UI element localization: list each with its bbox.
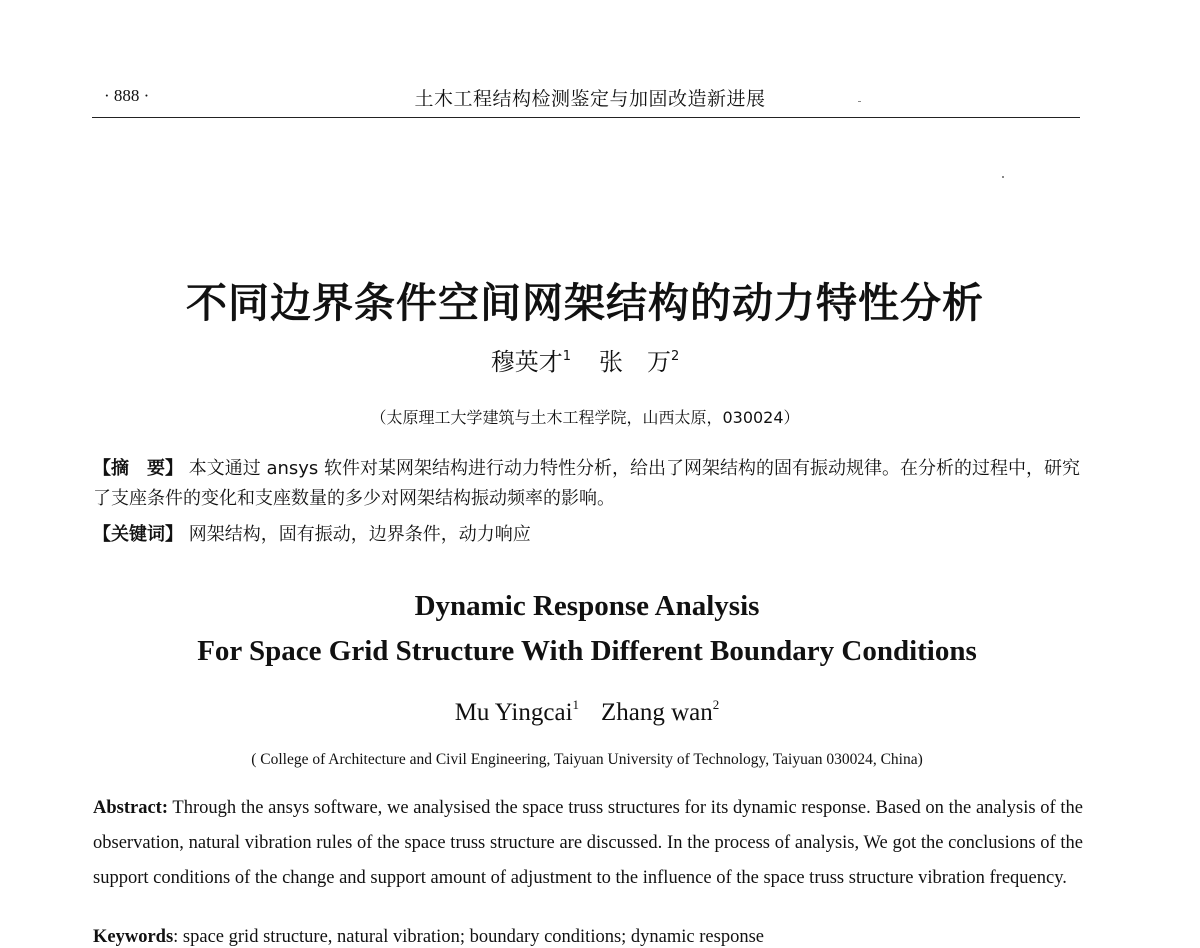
keywords-en-label: Keywords — [93, 927, 174, 947]
abstract-en-text: Through the ansys software, we analysised the space truss structures for its dynamic response. Based on the analysis of the observation, natural vibration rules of the space truss structure are discussed. In the process of analysis, We got the conclusions of the support conditions of the change and support amount of adjustment to the influence of the space truss structure vibration frequency. — [93, 798, 1083, 888]
page-number: · 888 · — [104, 86, 150, 105]
author-cn-2: 张 万 — [599, 348, 671, 376]
author-cn-1-sup: 1 — [562, 349, 571, 364]
author-en-1-sup: 1 — [572, 697, 580, 712]
paper-title-en-line2: For Space Grid Structure With Different Boundary Conditions — [197, 635, 977, 667]
abstract-cn — [93, 454, 1083, 514]
header-rule — [92, 117, 1080, 118]
abstract-cn-label: 【摘 要】 — [93, 458, 183, 479]
keywords-cn-label: 【关键词】 — [93, 524, 183, 545]
author-cn-2-sup: 2 — [671, 349, 680, 364]
author-en-2-sup: 2 — [712, 697, 720, 712]
authors-en — [0, 697, 1174, 727]
keywords-en-text: : space grid structure, natural vibration; boundary conditions; dynamic response — [173, 927, 764, 947]
affiliation-en: ( College of Architecture and Civil Engineering, Taiyuan University of Technology, Taiyuan 030024, China) — [251, 751, 923, 768]
author-en-2: Zhang wan — [601, 699, 713, 726]
author-en-1: Mu Yingcai — [454, 699, 573, 726]
paper-title-cn: 不同边界条件空间网架结构的动力特性分析 — [186, 279, 984, 327]
abstract-en — [93, 791, 1083, 896]
journal-title: 土木工程结构检测鉴定与加固改造新进展 — [414, 88, 766, 110]
keywords-cn — [93, 520, 1083, 550]
abstract-cn-text: 本文通过 ansys 软件对某网架结构进行动力特性分析，给出了网架结构的固有振动规律。在分析的过程中，研究了支座条件的变化和支座数量的多少对网架结构振动频率的影响。 — [93, 458, 1081, 509]
affiliation-cn: （太原理工大学建筑与土木工程学院，山西太原，030024） — [370, 408, 800, 427]
abstract-en-label: Abstract: — [93, 798, 169, 818]
keywords-en — [93, 927, 1083, 948]
author-cn-1: 穆英才 — [490, 348, 563, 376]
scan-speck — [858, 101, 861, 102]
paper-title-en-line1: Dynamic Response Analysis — [414, 590, 760, 622]
authors-cn — [0, 342, 1170, 377]
scan-speck — [1002, 176, 1004, 178]
keywords-cn-text: 网架结构，固有振动，边界条件，动力响应 — [188, 524, 531, 545]
